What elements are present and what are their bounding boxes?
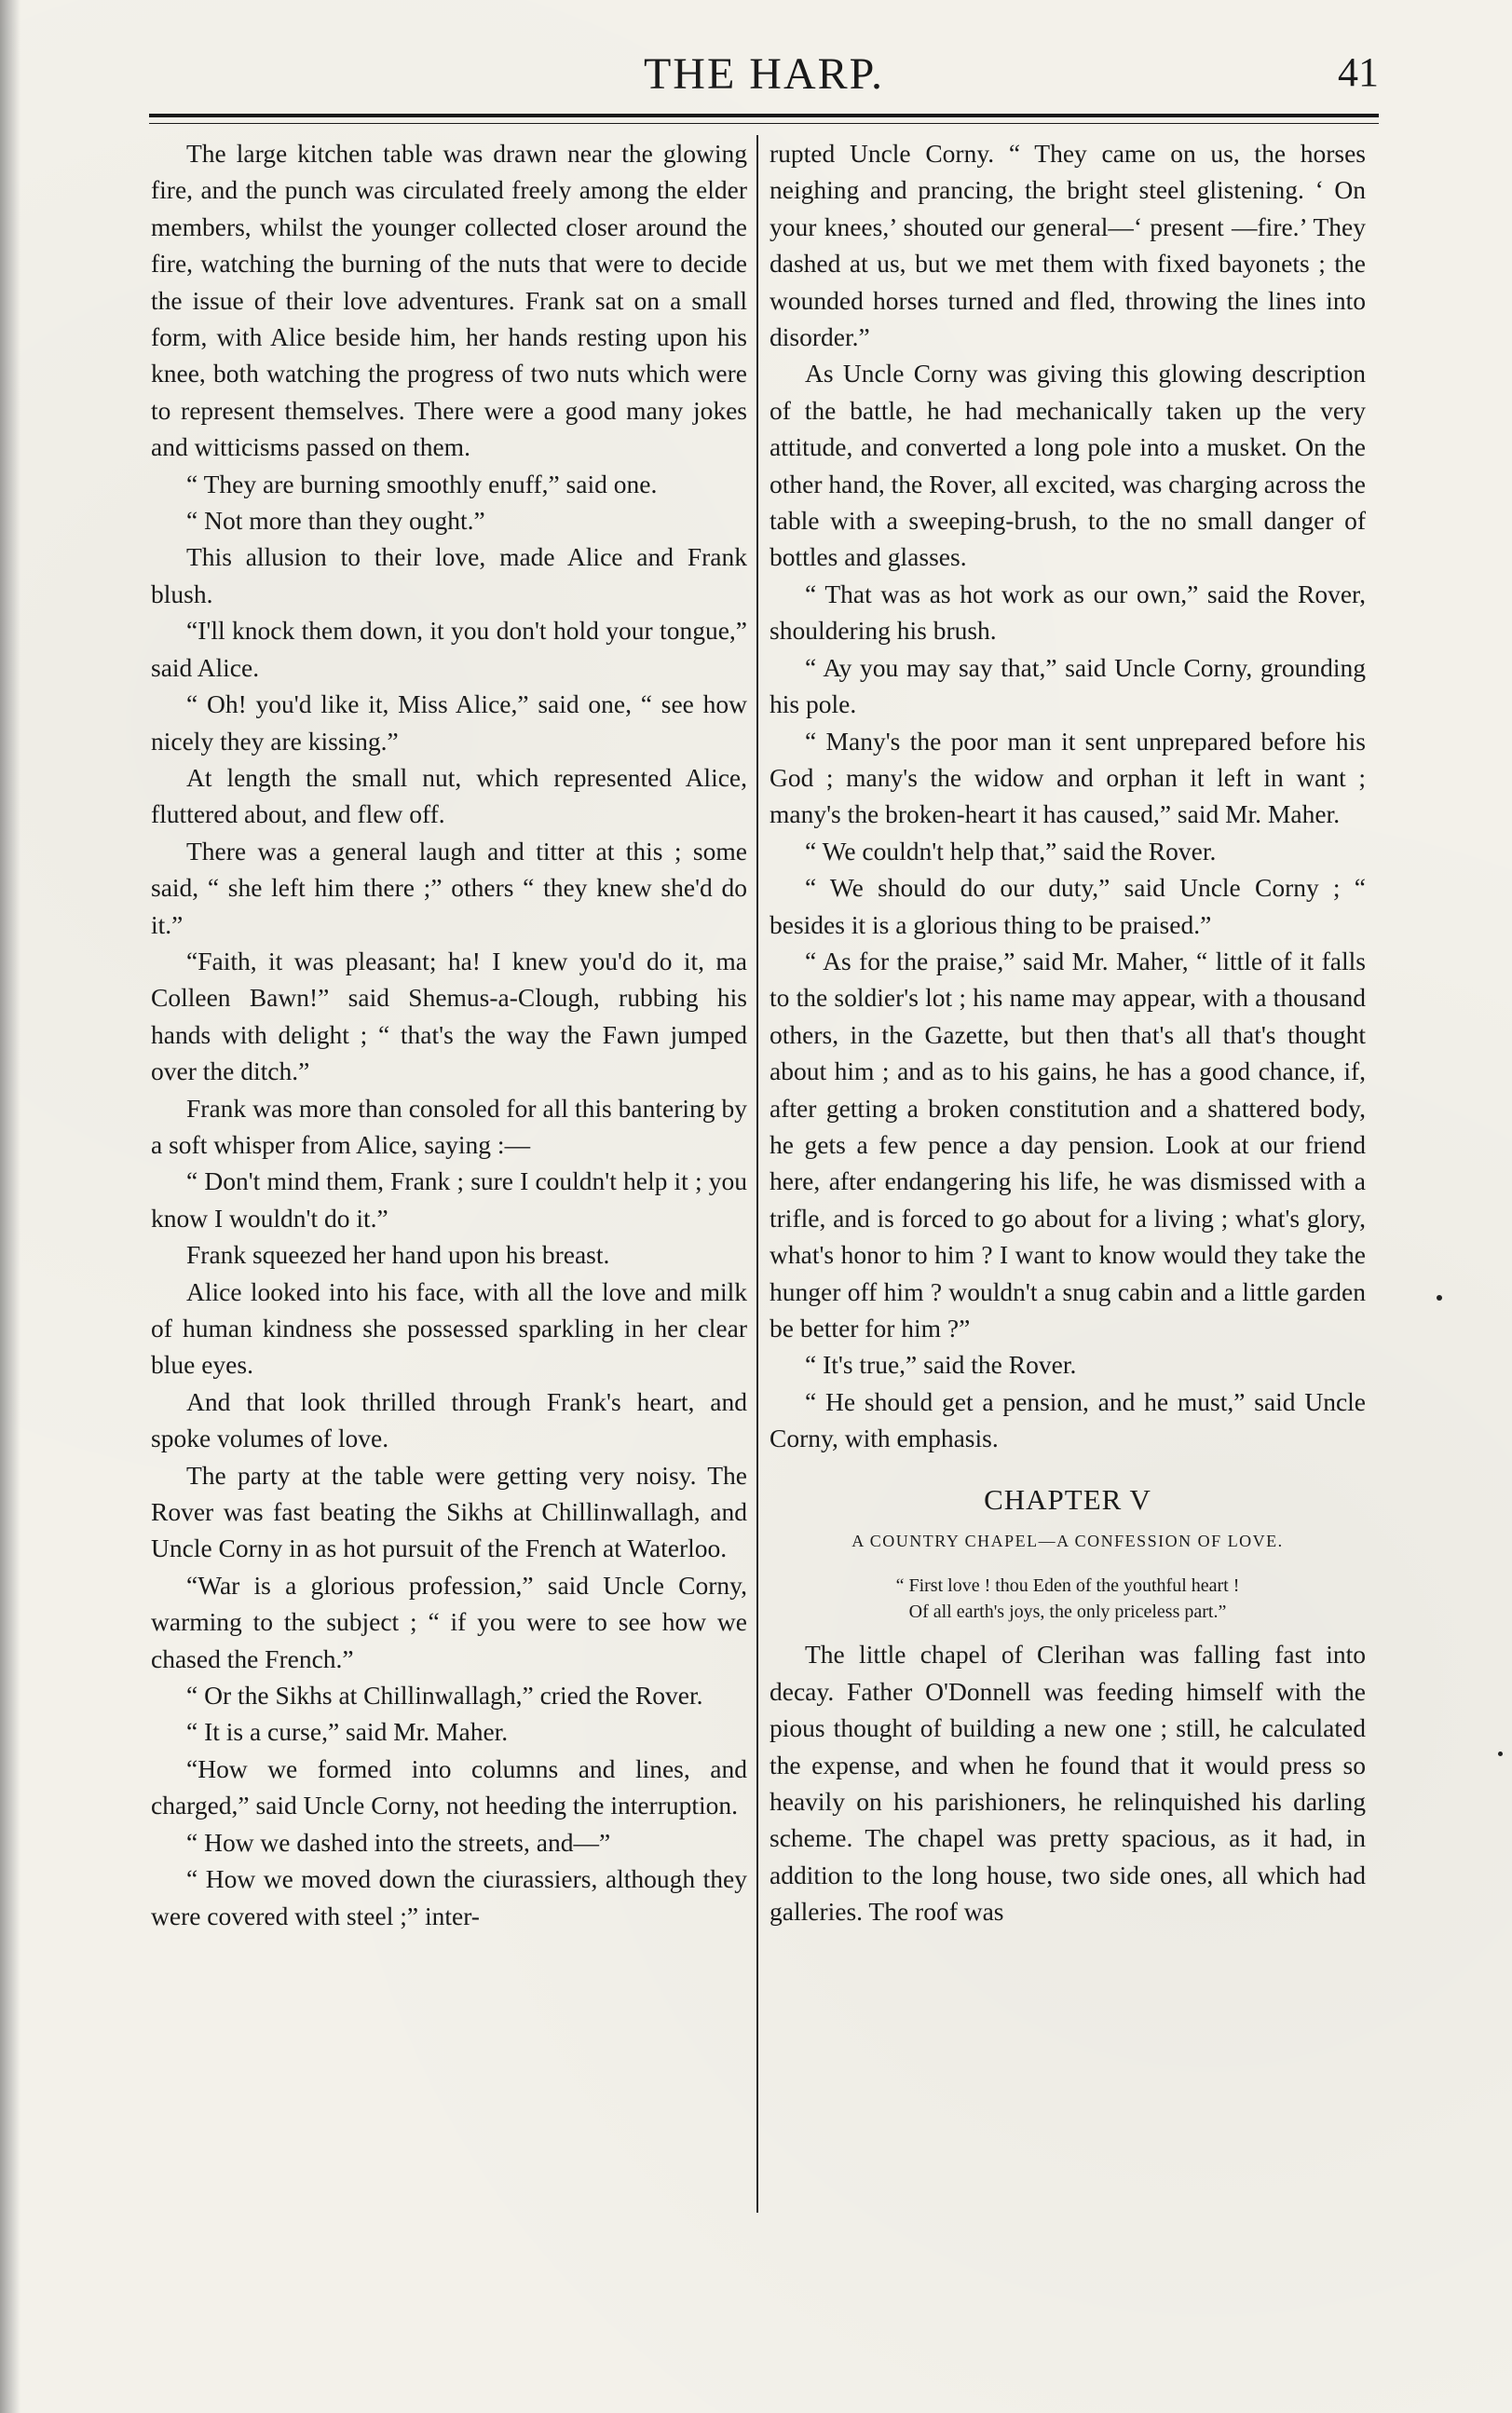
paragraph: “ It is a curse,” said Mr. Maher.	[186, 1717, 509, 1747]
paragraph: “Faith, it was pleasant; ha! I knew you'd do it, ma Colleen Bawn!” said Shemus-a-Clough, rubbing his hands with delight ; “ that's the way the Fawn jumped over the ditch.”	[151, 946, 747, 1086]
paragraph: As Uncle Corny was giving this glowing description of the battle, he had mechanically taken up the very attitude, and converted a long pole into a musket. On the other hand, the Rover, all excited, was charging across the table with a sweeping-brush, to the no small danger of bottles and glasses.	[770, 359, 1366, 572]
paragraph: “ Not more than they ought.”	[186, 506, 485, 536]
paragraph: Alice looked into his face, with all the love and milk of human kindness she possessed sparkling in her clear blue eyes.	[151, 1276, 747, 1380]
paragraph: “ How we moved down the ciurassiers, although they were covered with steel ;” inter-	[151, 1864, 747, 1930]
epigraph-line: Of all earth's joys, the only priceless part.”	[908, 1602, 1227, 1623]
paragraph: And that look thrilled through Frank's heart, and spoke volumes of love.	[151, 1386, 747, 1453]
paragraph: There was a general laugh and titter at this ; some said, “ she left him there ;” others “ they knew she'd do it.”	[151, 836, 747, 939]
chapter-subtitle: A COUNTRY CHAPEL—A CONFESSION OF LOVE.	[851, 1532, 1284, 1551]
paragraph: “I'll knock them down, it you don't hold your tongue,” said Alice.	[151, 616, 747, 682]
running-head: THE HARP.	[643, 49, 885, 99]
paragraph: “ We should do our duty,” said Uncle Corny ; “ besides it is a glorious thing to be praised.”	[770, 873, 1366, 939]
paragraph: “How we formed into columns and lines, and charged,” said Uncle Corny, not heeding the interruption.	[151, 1753, 747, 1820]
column-divider	[756, 135, 758, 2213]
paragraph: The little chapel of Clerihan was falling fast into decay. Father O'Donnell was feeding himself with the pious thought of building a new one ; still, he calculated the expense, and when he found that it would press so heavily on his parishioners, he relinquished his darling scheme. The chapel was pretty spacious, as it had, in addition to the long house, two side ones, all which had galleries. The roof was	[770, 1640, 1366, 1927]
paragraph: “ We couldn't help that,” said the Rover.	[805, 836, 1217, 866]
paragraph: “ He should get a pension, and he must,” said Uncle Corny, with emphasis.	[770, 1386, 1366, 1453]
left-column	[151, 135, 747, 1934]
paragraph: “ As for the praise,” said Mr. Maher, “ little of it falls to the soldier's lot ; his name may appear, with a thousand others, in the Gazette, but then that's all that's thought about him ; and as to his gains, he has a good chance, if, after getting a broken constitution and a shattered body, he gets a few pence a day pension. Look at our friend here, after endangering his life, he was dismissed with a trifle, and is forced to go about for a living ; what's glory, what's honor to him ? I want to know would they take the hunger off him ? wouldn't a snug cabin and a little garden be better for him ?”	[770, 946, 1366, 1343]
paragraph: rupted Uncle Corny. “ They came on us, the horses neighing and prancing, the bright steel glistening. ‘ On your knees,’ shouted our general—‘ present —fire.’ They dashed at us, but we met them with fixed bayonets ; the wounded horses turned and fled, throwing the lines into disorder.”	[770, 139, 1366, 352]
epigraph-line: “ First love ! thou Eden of the youthful heart !	[895, 1575, 1240, 1597]
paragraph: Frank was more than consoled for all this bantering by a soft whisper from Alice, saying :—	[151, 1093, 747, 1159]
page-number: 41	[1338, 49, 1379, 95]
paragraph: “ Don't mind them, Frank ; sure I couldn't help it ; you know I wouldn't do it.”	[151, 1166, 747, 1233]
paragraph: “ How we dashed into the streets, and—”	[186, 1827, 611, 1857]
paragraph: At length the small nut, which represented Alice, fluttered about, and flew off.	[151, 762, 747, 829]
print-speck	[1498, 1752, 1503, 1756]
paragraph: “ Oh! you'd like it, Miss Alice,” said one, “ see how nicely they are kissing.”	[151, 689, 747, 756]
paragraph: “ They are burning smoothly enuff,” said one.	[186, 469, 658, 498]
paragraph: “ Many's the poor man it sent unprepared before his God ; many's the widow and orphan it left in want ; many's the broken-heart it has caused,” said Mr. Maher.	[770, 726, 1366, 829]
paragraph: “War is a glorious profession,” said Uncle Corny, warming to the subject ; “ if you were to see how we chased the French.”	[151, 1570, 747, 1673]
paragraph: “ Or the Sikhs at Chillinwallagh,” cried the Rover.	[186, 1681, 703, 1711]
right-column	[770, 135, 1366, 1930]
chapter-title: CHAPTER V	[984, 1482, 1151, 1516]
paragraph: “ That was as hot work as our own,” said the Rover, shouldering his brush.	[770, 579, 1366, 646]
print-speck	[1437, 1295, 1442, 1301]
paragraph: “ Ay you may say that,” said Uncle Corny, grounding his pole.	[770, 652, 1366, 719]
page-edge-shadow	[0, 0, 20, 2413]
paragraph: The large kitchen table was drawn near the glowing fire, and the punch was circulated freely among the elder members, whilst the younger collected closer around the fire, watching the burning of the nuts that were to decide the issue of their love adventures. Frank sat on a small form, with Alice beside him, her hands resting upon his knee, both watching the progress of two nuts which were to represent themselves. There were a good many jokes and witticisms passed on them.	[151, 139, 747, 462]
page-header	[149, 37, 1379, 112]
paragraph: “ It's true,” said the Rover.	[805, 1350, 1077, 1380]
paragraph: This allusion to their love, made Alice and Frank blush.	[151, 542, 747, 608]
chapter-epigraph	[770, 1573, 1366, 1625]
header-rule-thick	[149, 114, 1379, 117]
header-rule-thin	[149, 123, 1379, 124]
paragraph: Frank squeezed her hand upon his breast.	[186, 1240, 610, 1270]
paragraph: The party at the table were getting very noisy. The Rover was fast beating the Sikhs at Chillinwallagh, and Uncle Corny in as hot pursuit of the French at Waterloo.	[151, 1460, 747, 1563]
